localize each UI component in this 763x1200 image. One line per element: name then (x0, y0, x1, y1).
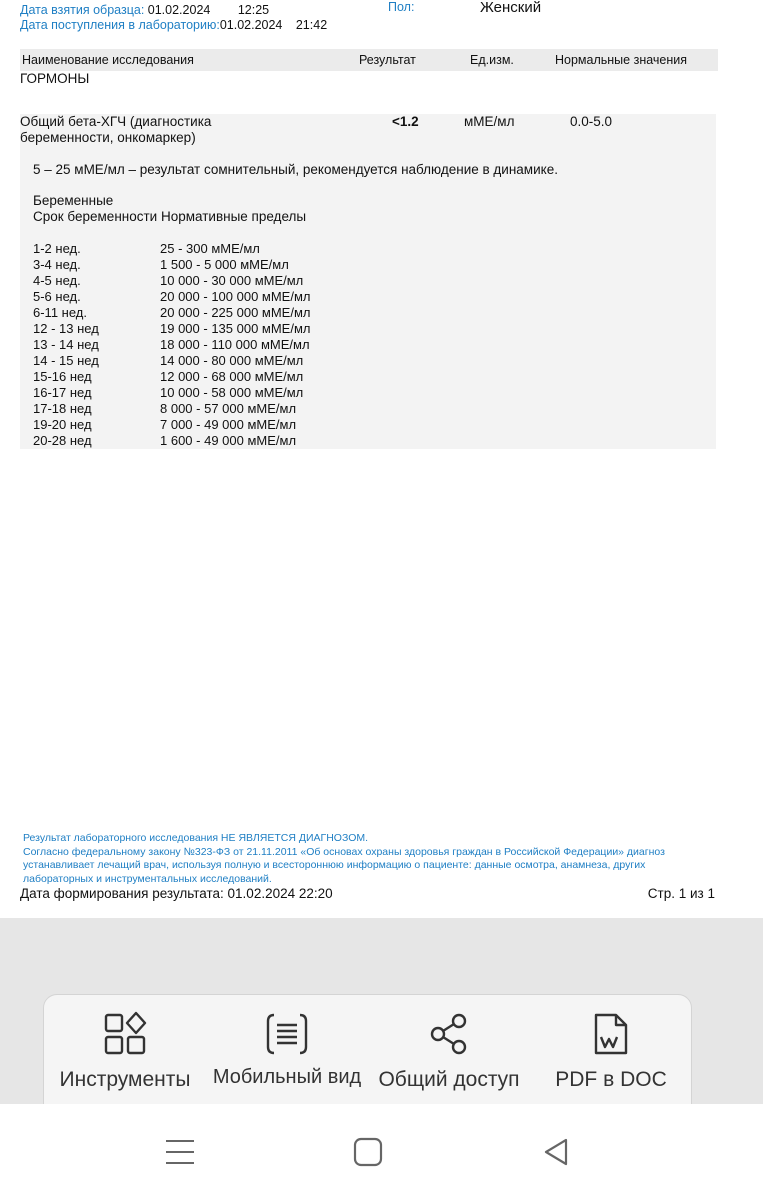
list-item (33, 241, 433, 257)
received-date-line (20, 18, 327, 32)
pregnant-header: Срок беременности Нормативные пределы (33, 209, 307, 224)
sample-date-label: Дата взятия образца: (20, 3, 145, 17)
pregnancy-term: 19-20 нед (33, 417, 92, 432)
system-navigation-bar (0, 1104, 763, 1200)
col-norm-header: Нормальные значения (555, 53, 688, 67)
pregnancy-term: 13 - 14 нед (33, 337, 99, 352)
pregnancy-range: 10 000 - 58 000 мМЕ/мл (160, 385, 304, 400)
list-item (33, 305, 433, 321)
list-item (33, 337, 433, 353)
pregnancy-term: 20-28 нед (33, 433, 92, 448)
pregnancy-range: 1 500 - 5 000 мМЕ/мл (160, 257, 289, 272)
test-result: <1.2 (392, 114, 419, 129)
sample-date-value: 01.02.2024 (147, 3, 211, 17)
share-icon (426, 1011, 472, 1057)
received-date-label: Дата поступления в лабораторию: (20, 18, 220, 32)
pdf-to-doc-icon (588, 1011, 634, 1057)
pregnancy-range: 14 000 - 80 000 мМЕ/мл (160, 353, 304, 368)
pregnancy-range: 19 000 - 135 000 мМЕ/мл (160, 321, 311, 336)
home-icon[interactable] (350, 1134, 386, 1170)
section-title: ГОРМОНЫ (20, 71, 90, 86)
back-icon[interactable] (538, 1134, 574, 1170)
list-item (33, 353, 433, 369)
list-item (33, 321, 433, 337)
pregnancy-term: 17-18 нед (33, 401, 92, 416)
pregnancy-term: 1-2 нед. (33, 241, 81, 256)
pregnant-title: Беременные (33, 193, 114, 208)
table-row (20, 114, 716, 449)
page-number: Стр. 1 из 1 (647, 886, 715, 901)
mobile-view-icon (264, 1011, 310, 1057)
share-label: Общий доступ (378, 1068, 520, 1091)
tools-grid-icon (102, 1011, 148, 1057)
list-item (33, 289, 433, 305)
pregnancy-term: 4-5 нед. (33, 273, 81, 288)
menu-icon[interactable] (162, 1134, 198, 1170)
test-comment: 5 – 25 мМЕ/мл – результат сомнительный, рекомендуется наблюдение в динамике. (33, 162, 558, 177)
list-item (33, 273, 433, 289)
disclaimer (23, 832, 713, 886)
disclaimer-line-2: Согласно федеральному закону №323-ФЗ от 21.11.2011 «Об основах охраны здоровья граждан в Российской Федерации» диагноз устанавливает лечащий врач, используя полную и всестороннюю информацию о пациенте: данные осмотра, анамнеза, других лабораторных и инструментальных исследований. (23, 845, 665, 885)
list-item (33, 433, 433, 449)
sample-time-value: 12:25 (237, 3, 270, 17)
pregnancy-term: 5-6 нед. (33, 289, 81, 304)
gender-value: Женский (480, 0, 542, 16)
test-unit: мМЕ/мл (464, 114, 515, 129)
gender-label: Пол: (388, 0, 415, 14)
col-name-header: Наименование исследования (22, 53, 194, 67)
pregnancy-term: 3-4 нед. (33, 257, 81, 272)
pregnancy-range: 18 000 - 110 000 мМЕ/мл (160, 337, 310, 352)
pdf-to-doc-button[interactable] (530, 995, 692, 1105)
received-time-value: 21:42 (295, 18, 328, 32)
share-button[interactable] (368, 995, 530, 1105)
mobile-view-button[interactable] (206, 995, 368, 1105)
pregnancy-range: 12 000 - 68 000 мМЕ/мл (160, 369, 304, 384)
test-name: Общий бета-ХГЧ (диагностика беременности, онкомаркер) (20, 114, 212, 145)
pregnancy-ranges-list (33, 241, 433, 449)
pregnancy-term: 14 - 15 нед (33, 353, 99, 368)
pregnancy-range: 10 000 - 30 000 мМЕ/мл (160, 273, 304, 288)
tools-label: Инструменты (59, 1068, 191, 1091)
pregnancy-range: 25 - 300 мМЕ/мл (160, 241, 260, 256)
col-unit-header: Ед.изм. (470, 53, 514, 67)
table-header (20, 49, 718, 71)
pregnancy-term: 15-16 нед (33, 369, 92, 384)
pregnancy-term: 6-11 нед. (33, 305, 87, 320)
mobile-view-label: Мобильный вид (212, 1066, 362, 1088)
list-item (33, 385, 433, 401)
pregnancy-range: 1 600 - 49 000 мМЕ/мл (160, 433, 297, 448)
pdf-to-doc-label: PDF в DOC (555, 1068, 667, 1091)
sample-date-line (20, 3, 269, 17)
list-item (33, 417, 433, 433)
col-result-header: Результат (359, 53, 416, 67)
pregnancy-term: 12 - 13 нед (33, 321, 99, 336)
pregnancy-range: 20 000 - 100 000 мМЕ/мл (160, 289, 311, 304)
list-item (33, 257, 433, 273)
tools-button[interactable] (44, 995, 206, 1105)
disclaimer-line-1: Результат лабораторного исследования НЕ ЯВЛЯЕТСЯ ДИАГНОЗОМ. (23, 832, 369, 844)
test-norm: 0.0-5.0 (570, 114, 613, 129)
pregnancy-range: 8 000 - 57 000 мМЕ/мл (160, 401, 297, 416)
pregnancy-range: 7 000 - 49 000 мМЕ/мл (160, 417, 297, 432)
list-item (33, 369, 433, 385)
pregnancy-range: 20 000 - 225 000 мМЕ/мл (160, 305, 311, 320)
list-item (33, 401, 433, 417)
pregnancy-term: 16-17 нед (33, 385, 92, 400)
generated-date: Дата формирования результата: 01.02.2024 22:20 (20, 886, 333, 901)
received-date-value: 01.02.2024 (219, 18, 283, 32)
